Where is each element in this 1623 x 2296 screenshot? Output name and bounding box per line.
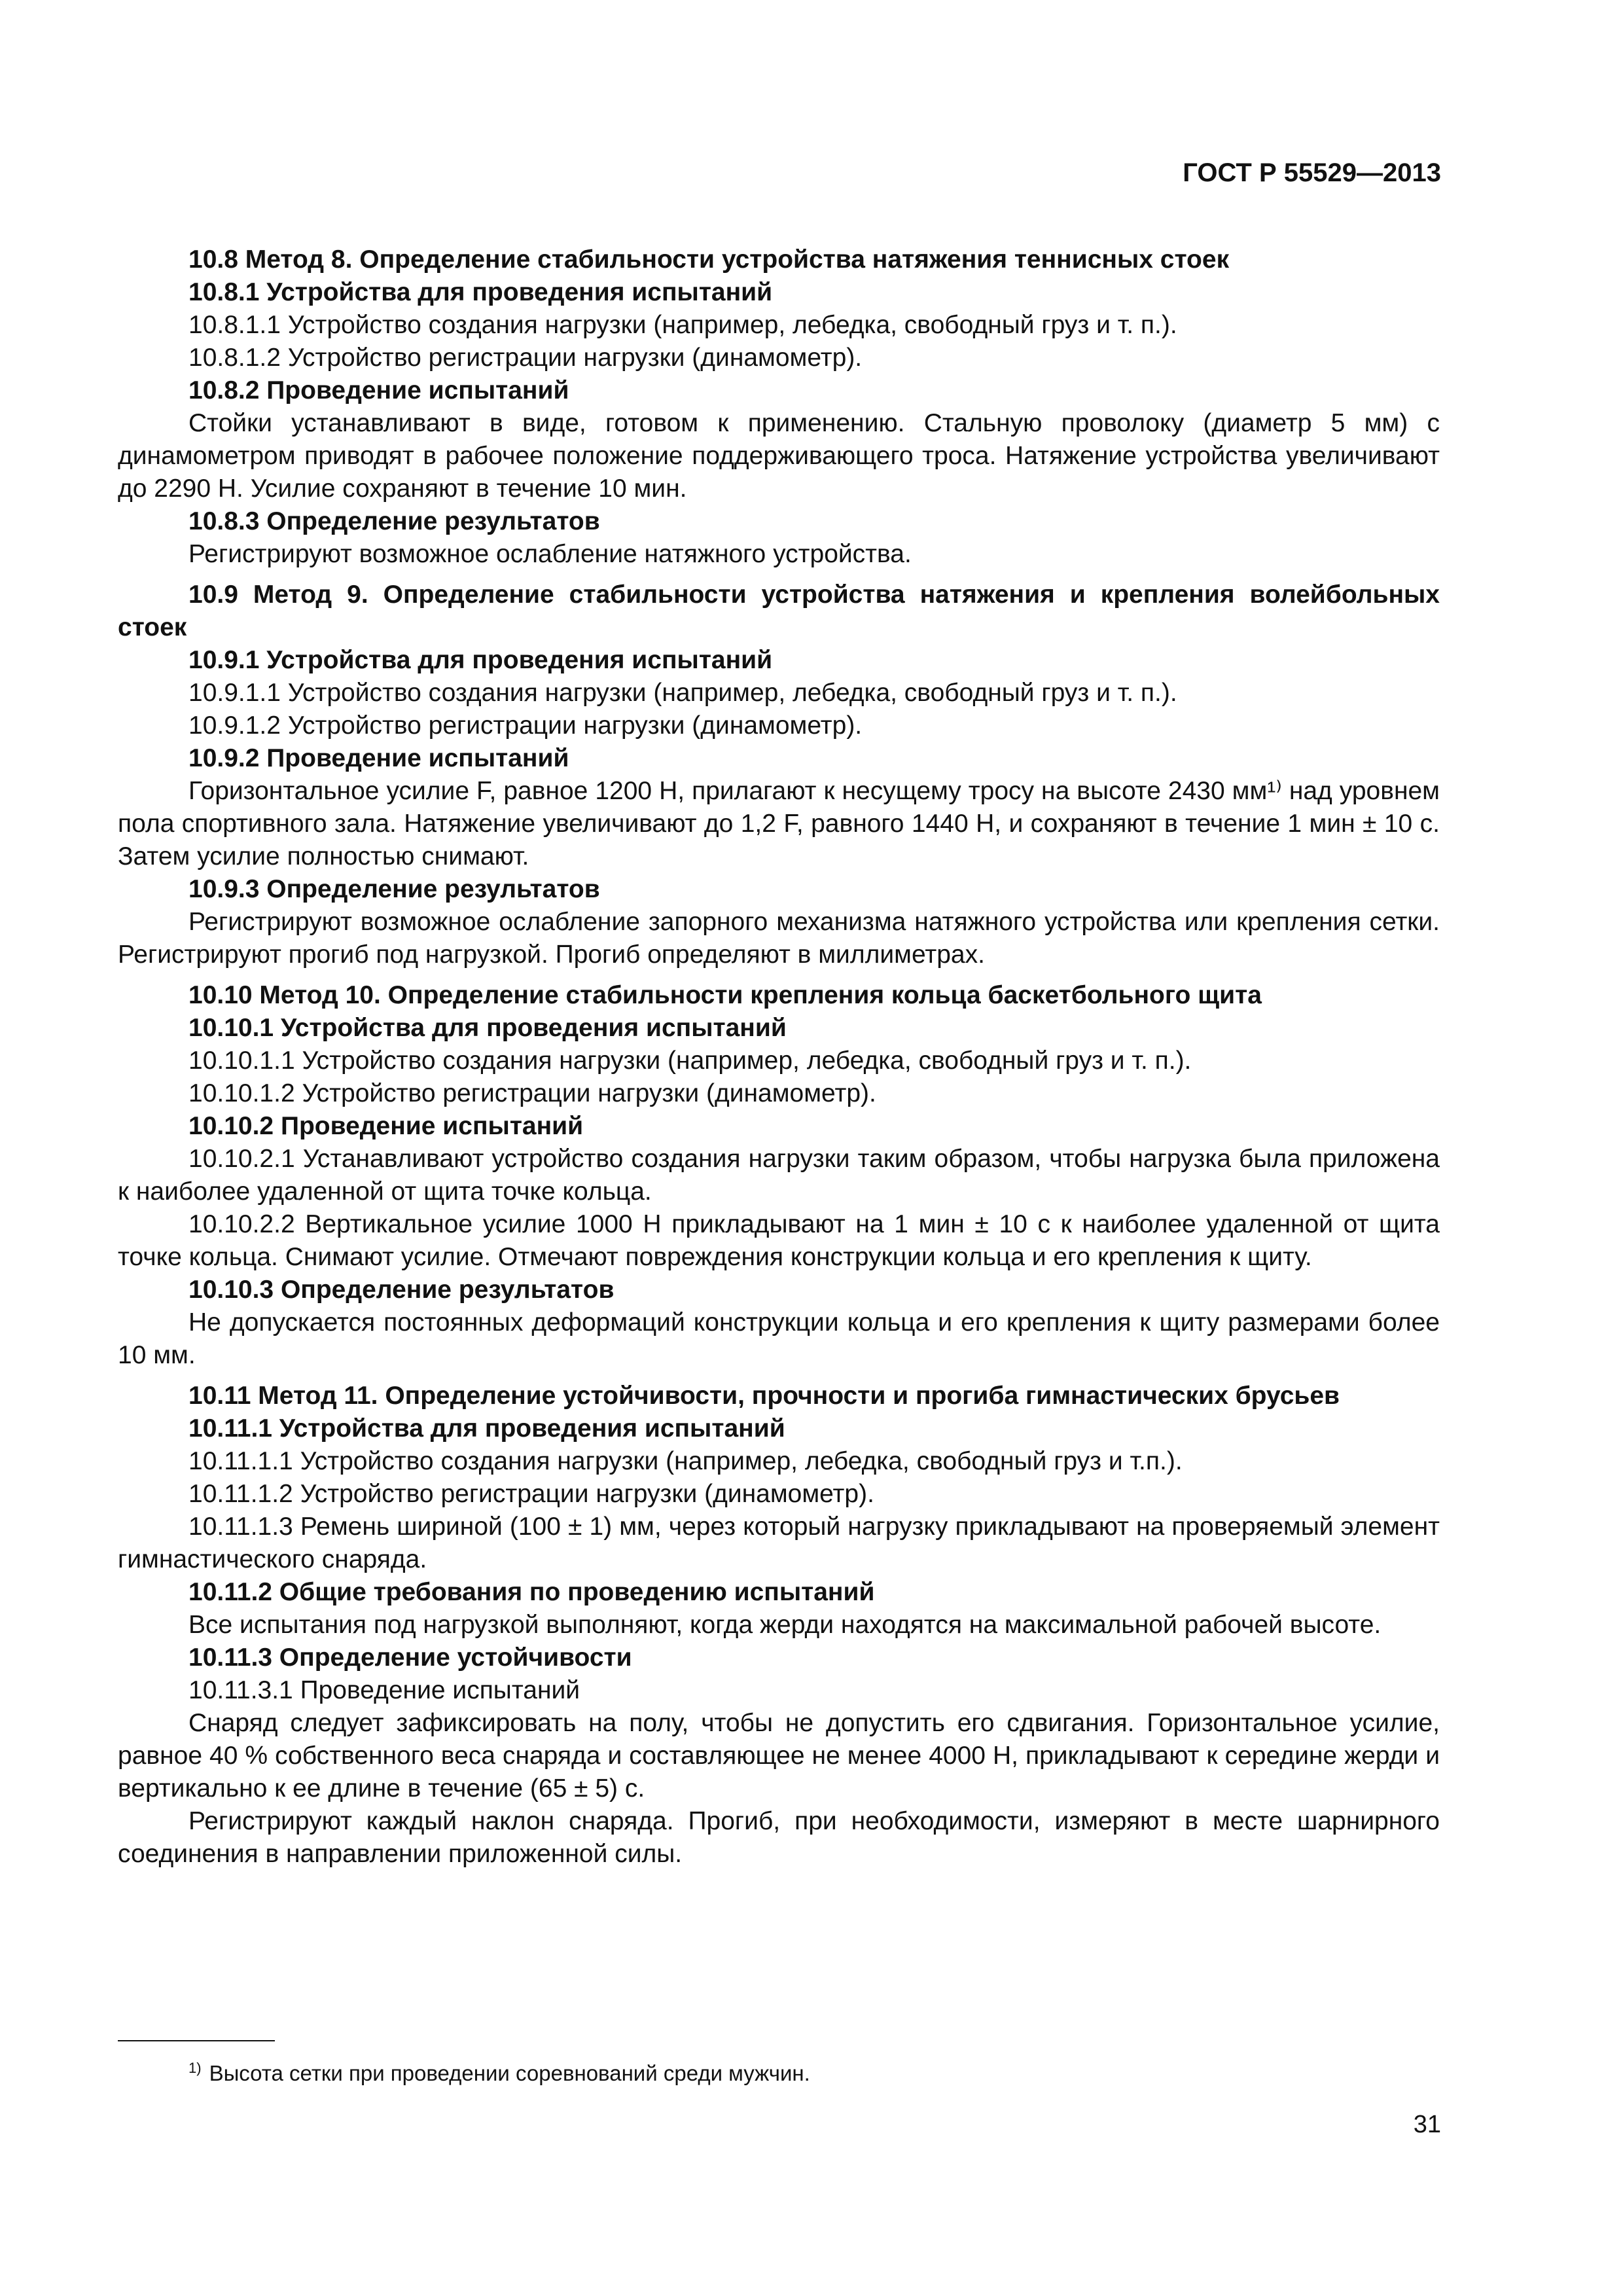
body-paragraph: Снаряд следует зафиксировать на полу, чтобы не допустить его сдвигания. Горизонтальное усилие, равное 40 % собственного веса снаряда и составляющее не менее 4000 Н, прикладывают к середине жерди и вертикально к ее длине в течение (65 ± 5) с. bbox=[118, 1709, 1440, 1803]
footnote-mark: 1) bbox=[188, 2060, 202, 2076]
subsection-heading: 10.10.2 Проведение испытаний bbox=[188, 1112, 584, 1140]
subsection-heading: 10.8.1 Устройства для проведения испытаний bbox=[188, 278, 773, 306]
body-paragraph: Горизонтальное усилие F, равное 1200 Н, прилагают к несущему тросу на высоте 2430 мм¹⁾ над уровнем пола спортивного зала. Натяжение увеличивают до 1,2 F, равного 1440 Н, и сохраняют в течение 1 мин ± 10 с. Затем усилие полностью снимают. bbox=[118, 777, 1440, 870]
clause-paragraph: 10.8.1.2 Устройство регистрации нагрузки (динамометр). bbox=[188, 344, 863, 372]
clause-paragraph: 10.10.2.2 Вертикальное усилие 1000 Н прикладывают на 1 мин ± 10 с к наиболее удаленной от щита точке кольца. Снимают усилие. Отмечают повреждения конструкции кольца и его крепления к щиту. bbox=[118, 1210, 1440, 1271]
section-heading: 10.10 Метод 10. Определение стабильности крепления кольца баскетбольного щита bbox=[188, 981, 1262, 1009]
subsection-heading: 10.9.1 Устройства для проведения испытаний bbox=[188, 646, 773, 674]
clause-paragraph: 10.11.1.1 Устройство создания нагрузки (например, лебедка, свободный груз и т.п.). bbox=[188, 1447, 1183, 1475]
section-heading: 10.9 Метод 9. Определение стабильности устройства натяжения и крепления волейбольных стоек bbox=[118, 581, 1440, 641]
section-heading: 10.8 Метод 8. Определение стабильности устройства натяжения теннисных стоек bbox=[188, 245, 1230, 274]
body-paragraph: Все испытания под нагрузкой выполняют, когда жерди находятся на максимальной рабочей высоте. bbox=[188, 1611, 1382, 1639]
clause-paragraph: 10.11.3.1 Проведение испытаний bbox=[188, 1676, 580, 1704]
clause-paragraph: 10.8.1.1 Устройство создания нагрузки (например, лебедка, свободный груз и т. п.). bbox=[188, 311, 1177, 339]
clause-paragraph: 10.9.1.2 Устройство регистрации нагрузки (динамометр). bbox=[188, 711, 863, 740]
clause-paragraph: 10.11.1.2 Устройство регистрации нагрузки (динамометр). bbox=[188, 1480, 874, 1508]
page-number: 31 bbox=[1413, 2111, 1441, 2138]
clause-paragraph: 10.10.1.1 Устройство создания нагрузки (например, лебедка, свободный груз и т. п.). bbox=[188, 1047, 1192, 1075]
body-paragraph: Регистрируют возможное ослабление натяжного устройства. bbox=[188, 540, 912, 568]
subsection-heading: 10.11.1 Устройства для проведения испытаний bbox=[188, 1414, 785, 1443]
footnote-text: Высота сетки при проведении соревнований среди мужчин. bbox=[209, 2061, 810, 2085]
footnote bbox=[188, 2054, 810, 2088]
clause-paragraph: 10.11.1.3 Ремень шириной (100 ± 1) мм, через который нагрузку прикладывают на проверяемый элемент гимнастического снаряда. bbox=[118, 1513, 1440, 1573]
subsection-heading: 10.8.3 Определение результатов bbox=[188, 507, 600, 535]
subsection-heading: 10.8.2 Проведение испытаний bbox=[188, 376, 569, 404]
section-heading: 10.11 Метод 11. Определение устойчивости, прочности и прогиба гимнастических брусьев bbox=[188, 1382, 1340, 1410]
clause-paragraph: 10.9.1.1 Устройство создания нагрузки (например, лебедка, свободный груз и т. п.). bbox=[188, 679, 1177, 707]
body-paragraph: Регистрируют возможное ослабление запорного механизма натяжного устройства или крепления сетки. Регистрируют прогиб под нагрузкой. Прогиб определяют в миллиметрах. bbox=[118, 908, 1440, 969]
body-paragraph: Регистрируют каждый наклон снаряда. Прогиб, при необходимости, измеряют в месте шарнирного соединения в направлении приложенной силы. bbox=[118, 1807, 1440, 1868]
subsection-heading: 10.11.3 Определение устойчивости bbox=[188, 1643, 632, 1672]
body-paragraph: Стойки устанавливают в виде, готовом к применению. Стальную проволоку (диаметр 5 мм) с динамометром приводят в рабочее положение поддерживающего троса. Натяжение устройства увеличивают до 2290 Н. Усилие сохраняют в течение 10 мин. bbox=[118, 409, 1440, 503]
subsection-heading: 10.10.3 Определение результатов bbox=[188, 1276, 615, 1304]
document-body bbox=[118, 236, 1440, 1871]
subsection-heading: 10.11.2 Общие требования по проведению испытаний bbox=[188, 1578, 875, 1606]
clause-paragraph: 10.10.2.1 Устанавливают устройство создания нагрузки таким образом, чтобы нагрузка была приложена к наиболее удаленной от щита точке кольца. bbox=[118, 1145, 1440, 1206]
footnote-separator bbox=[118, 2040, 275, 2041]
subsection-heading: 10.9.3 Определение результатов bbox=[188, 875, 600, 903]
subsection-heading: 10.10.1 Устройства для проведения испытаний bbox=[188, 1014, 787, 1042]
clause-paragraph: 10.10.1.2 Устройство регистрации нагрузки (динамометр). bbox=[188, 1079, 876, 1107]
document-header: ГОСТ Р 55529—2013 bbox=[1183, 158, 1441, 187]
body-paragraph: Не допускается постоянных деформаций конструкции кольца и его крепления к щиту размерами более 10 мм. bbox=[118, 1308, 1440, 1369]
subsection-heading: 10.9.2 Проведение испытаний bbox=[188, 744, 569, 772]
